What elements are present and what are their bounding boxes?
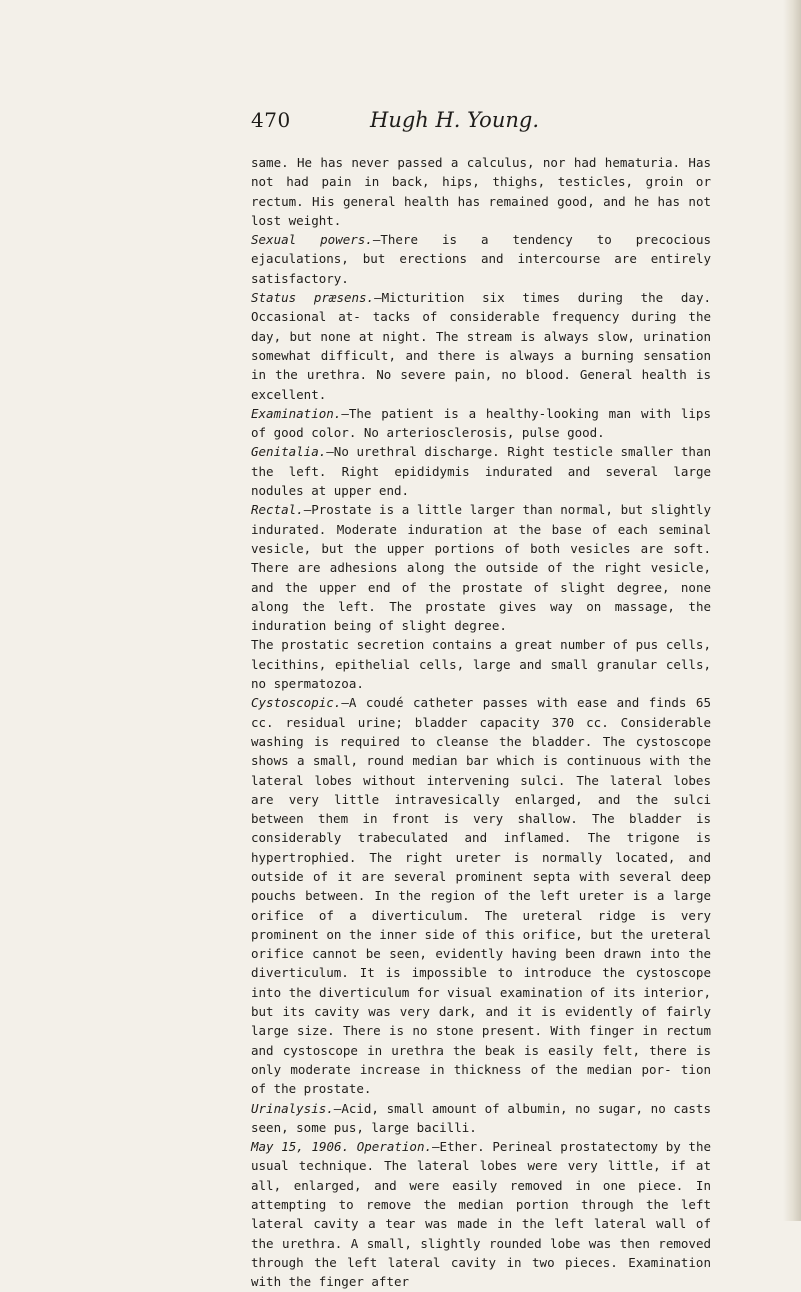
- section-label: May 15, 1906. Operation.: [251, 1139, 433, 1155]
- paragraph-urinalysis: Urinalysis.—Acid, small amount of albumin, no sugar, no casts seen, some pus, large bacilli.: [251, 1100, 711, 1135]
- section-label: Status præsens.: [251, 290, 375, 306]
- paragraph-operation: May 15, 1906. Operation.—Ether. Perineal prostatectomy by the usual technique. The lateral lobes were very little, if at all, enlarged, and were easily removed in one piece. In attempting to remove the median portion through the left lateral cavity a tear was made in the left lateral wall of the urethra. A small, slightly rounded lobe was then removed through the left lateral cavity in two pieces. Examination with the finger after: [251, 1139, 711, 1290]
- running-header: [0, 108, 801, 138]
- body-text: [251, 153, 711, 1292]
- section-label: Urinalysis.: [251, 1100, 334, 1116]
- running-title: Hugh H. Young.: [370, 108, 539, 132]
- section-label: Cystoscopic.: [251, 695, 342, 711]
- paragraph-rectal: Rectal.—Prostate is a little larger than normal, but slightly indurated. Moderate induration at the base of each seminal vesicle, but the upper portions of both vesicles are soft. There are adhesions along the outside of the right vesicle, and the upper end of the prostate of slight degree, none along the left. The prostate gives way on massage, the induration being of slight degree.: [251, 502, 711, 634]
- paragraph-genitalia: Genitalia.—No urethral discharge. Right testicle smaller than the left. Right epididymis indurated and several large nodules at upper end.: [251, 444, 711, 499]
- paragraph-history-continued: same. He has never passed a calculus, nor had hematuria. Has not had pain in back, hips, thighs, testicles, groin or rectum. His general health has remained good, and he has not lost weight.: [251, 155, 711, 228]
- paragraph-status-praesens: Status præsens.—Micturition six times during the day. Occasional at- tacks of considerable frequency during the day, but none at night. The stream is always slow, urination somewhat difficult, and there is always a burning sensation in the urethra. No severe pain, no blood. General health is excellent.: [251, 290, 711, 402]
- paragraph-cystoscopic: Cystoscopic.—A coudé catheter passes with ease and finds 65 cc. residual urine; bladder capacity 370 cc. Considerable washing is required to cleanse the bladder. The cystoscope shows a small, round median bar which is continuous with the lateral lobes without intervening sulci. The lateral lobes are very little intravesically enlarged, and the sulci between them in front is very shallow. The bladder is considerably trabeculated and inflamed. The trigone is hypertrophied. The right ureter is normally located, and outside of it are several prominent septa with several deep pouchs between. In the region of the left ureter is a large orifice of a diverticulum. The ureteral ridge is very prominent on the inner side of this orifice, but the ureteral orifice cannot be seen, evidently having been drawn into the diverticulum. It is impossible to introduce the cystoscope into the diverticulum for visual examination of its interior, but its cavity was very dark, and it is evidently of fairly large size. There is no stone present. With finger in rectum and cystoscope in urethra the beak is easily felt, there is only moderate increase in thickness of the median por- tion of the prostate.: [251, 695, 711, 1097]
- paragraph-sexual-powers: Sexual powers.—There is a tendency to precocious ejaculations, but erections and intercourse are entirely satisfactory.: [251, 232, 712, 286]
- section-label: Sexual powers.: [251, 232, 373, 248]
- page-edge-shadow: [783, 0, 801, 1221]
- paragraph-prostatic-secretion: The prostatic secretion contains a great number of pus cells, lecithins, epithelial cells, large and small granular cells, no spermatozoa.: [251, 637, 711, 692]
- paragraph-examination: Examination.—The patient is a healthy-looking man with lips of good color. No arteriosclerosis, pulse good.: [251, 405, 711, 441]
- page-number: 470: [251, 108, 291, 132]
- section-label: Examination.: [251, 405, 342, 421]
- section-label: Rectal.: [251, 502, 304, 518]
- section-label: Genitalia.: [251, 444, 327, 460]
